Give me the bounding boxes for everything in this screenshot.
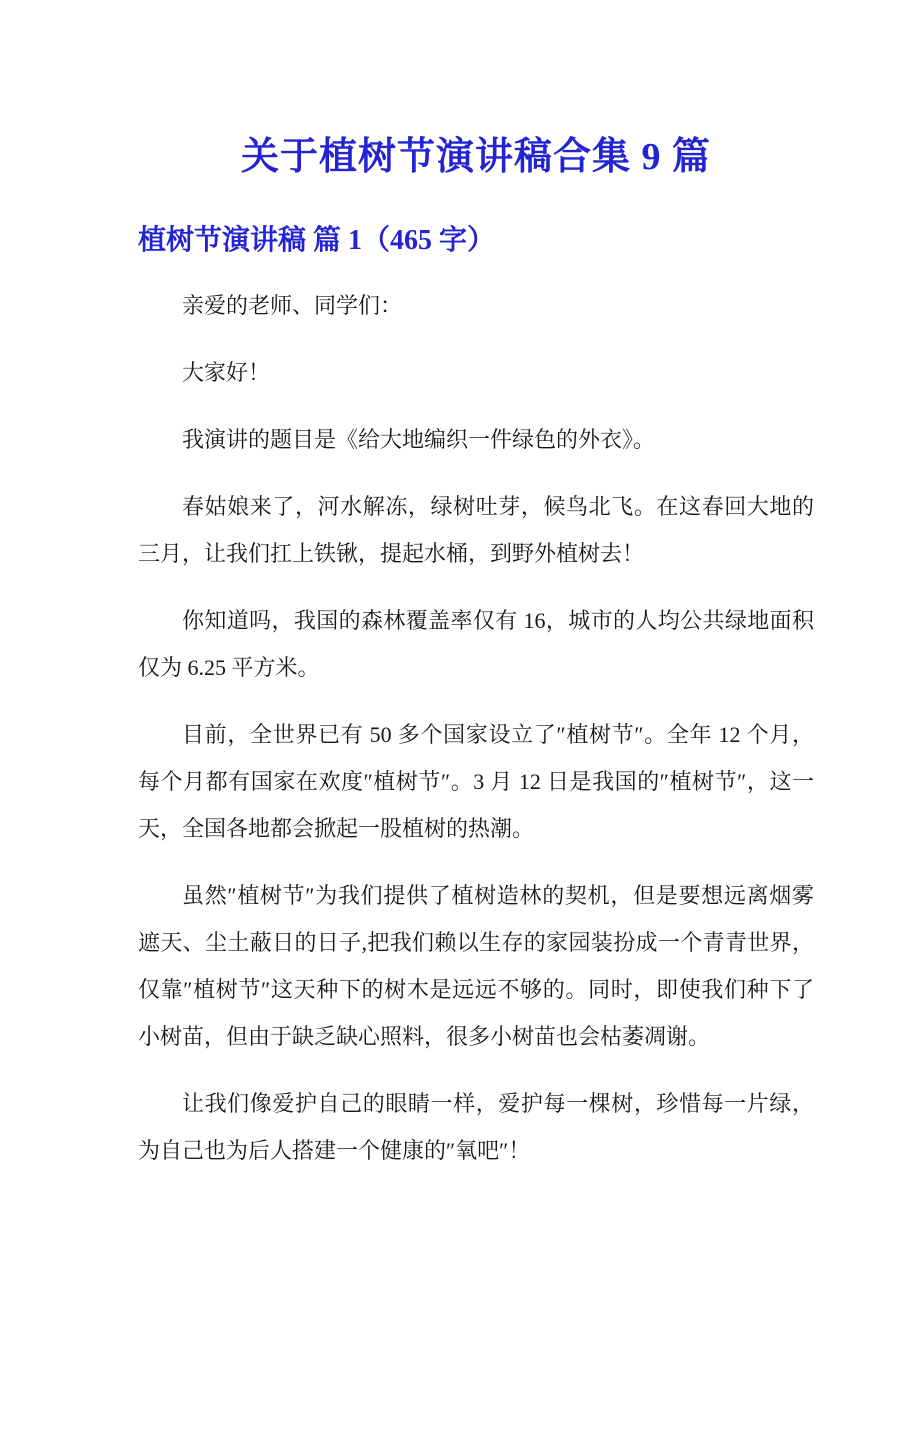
paragraph-salutation: 亲爱的老师、同学们： [182, 293, 403, 318]
section-heading: 植树节演讲稿 篇 1（465 字） [138, 225, 496, 256]
paragraph-planting-not-enough: 虽然″植树节″为我们提供了植树造林的契机，但是要想远离烟雾遮天、尘土蔽日的日子,把我们赖以生存的家园装扮成一个青青世界，仅靠″植树节″这天种下的树木是远远不够的。同时，即使我们种下了小树苗，但由于缺乏缺心照料，很多小树苗也会枯萎凋谢。 [138, 883, 814, 1049]
document-title: 关于植树节演讲稿合集 9 篇 [240, 136, 711, 178]
document-page [0, 134, 920, 1436]
paragraph-spring: 春姑娘来了，河水解冻，绿树吐芽，候鸟北飞。在这春回大地的三月，让我们扛上铁锹，提起水桶，到野外植树去！ [138, 494, 814, 566]
paragraph-forest-coverage: 你知道吗，我国的森林覆盖率仅有 16，城市的人均公共绿地面积仅为 6.25 平方米。 [138, 608, 814, 680]
paragraph-closing: 让我们像爱护自己的眼睛一样，爱护每一棵树，珍惜每一片绿，为自己也为后人搭建一个健康的″氧吧″！ [138, 1091, 814, 1163]
paragraph-greeting: 大家好！ [182, 360, 271, 385]
document-body [138, 282, 814, 1174]
paragraph-topic: 我演讲的题目是《给大地编织一件绿色的外衣》。 [182, 427, 656, 452]
paragraph-arbor-day-countries: 目前，全世界已有 50 多个国家设立了″植树节″。全年 12 个月，每个月都有国家在欢度″植树节″。3 月 12 日是我国的″植树节″，这一天，全国各地都会掀起一股植树的热潮。 [138, 722, 814, 841]
